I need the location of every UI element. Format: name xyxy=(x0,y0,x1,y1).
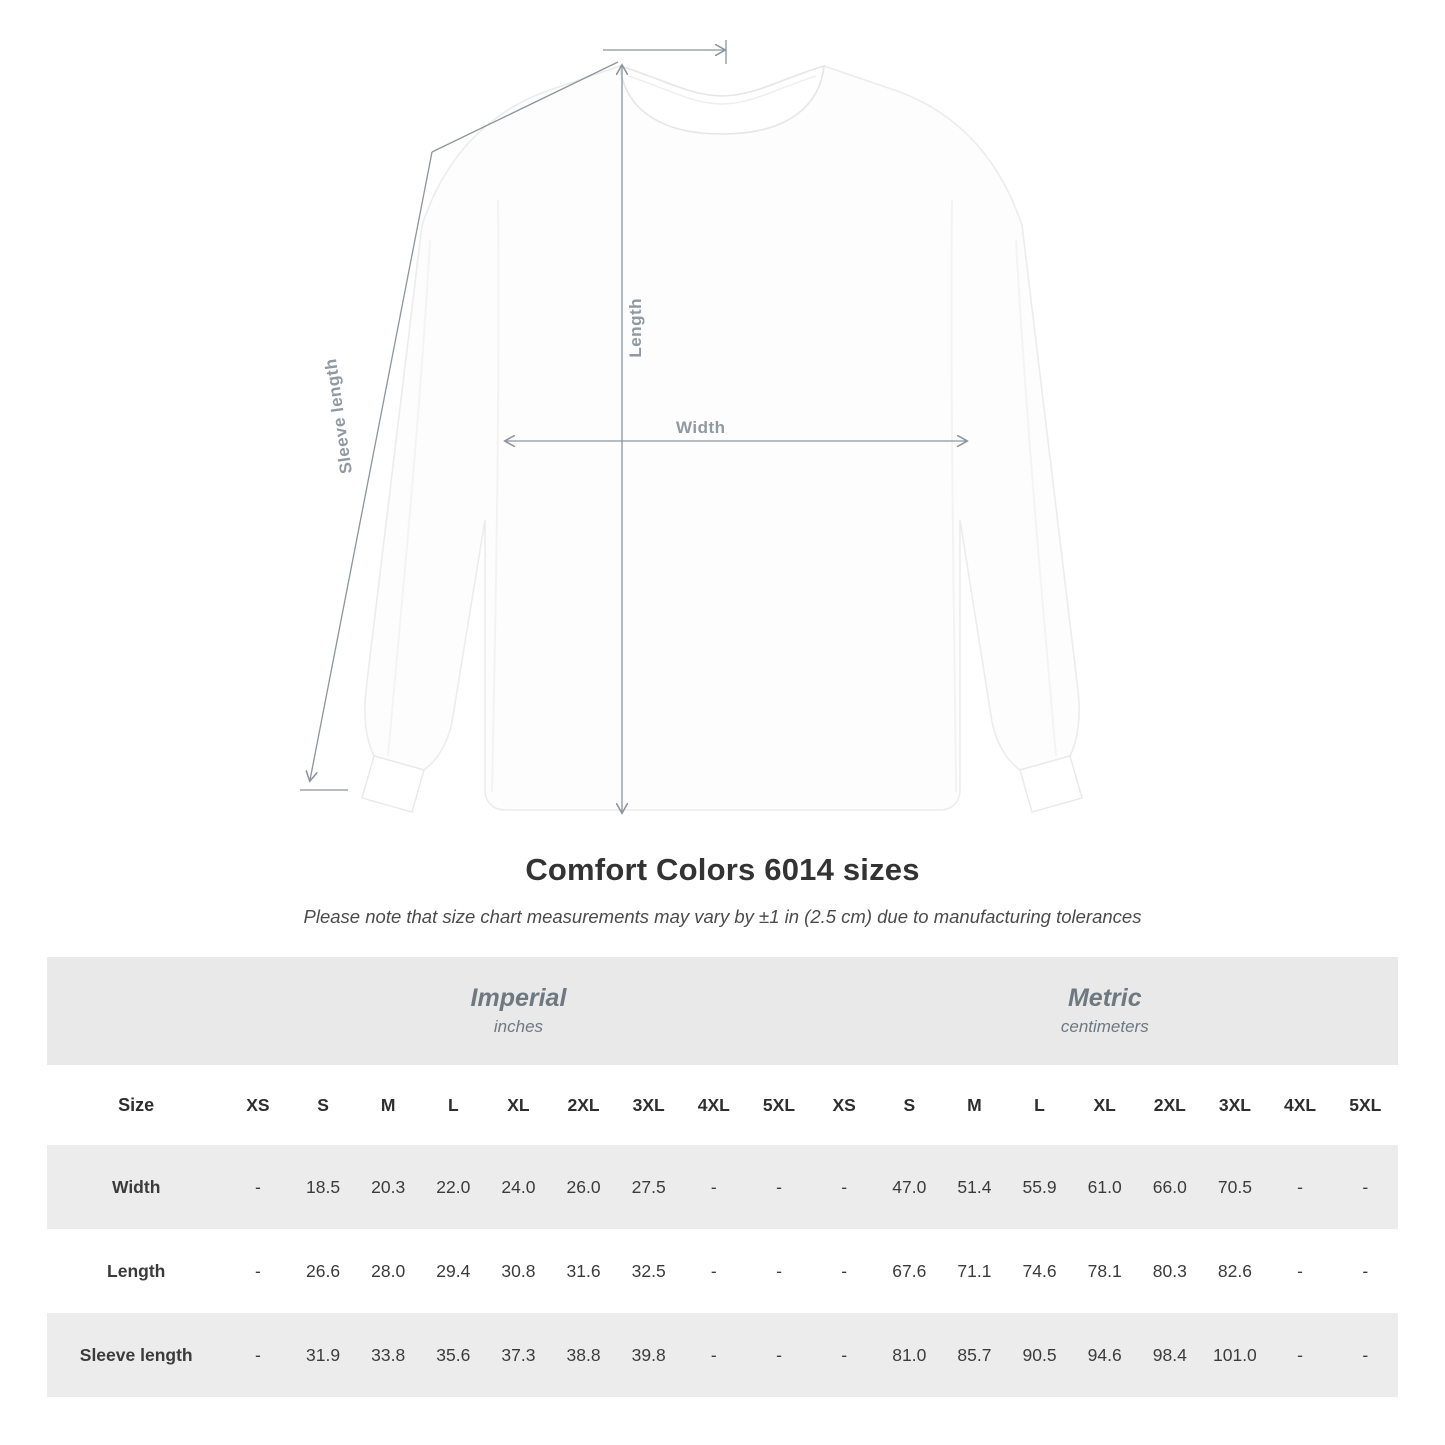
sleeve-length-label: Sleeve length xyxy=(321,357,356,475)
cell-width-metric-3xl: 70.5 xyxy=(1202,1145,1267,1229)
size-col-metric-l: L xyxy=(1007,1065,1072,1145)
cell-sleeve-metric-m: 85.7 xyxy=(942,1313,1007,1397)
cell-length-imperial-s: 26.6 xyxy=(290,1229,355,1313)
size-col-metric-xs: XS xyxy=(812,1065,877,1145)
size-col-imperial-4xl: 4XL xyxy=(681,1065,746,1145)
size-col-imperial-3xl: 3XL xyxy=(616,1065,681,1145)
page-title: Comfort Colors 6014 sizes xyxy=(525,852,920,887)
cell-width-imperial-m: 20.3 xyxy=(356,1145,421,1229)
size-col-metric-5xl: 5XL xyxy=(1333,1065,1398,1145)
cell-length-imperial-2xl: 31.6 xyxy=(551,1229,616,1313)
cell-sleeve-imperial-xs: - xyxy=(225,1313,290,1397)
size-col-imperial-xl: XL xyxy=(486,1065,551,1145)
cell-sleeve-metric-xl: 94.6 xyxy=(1072,1313,1137,1397)
cell-length-imperial-4xl: - xyxy=(681,1229,746,1313)
cell-width-imperial-2xl: 26.0 xyxy=(551,1145,616,1229)
cell-sleeve-metric-2xl: 98.4 xyxy=(1137,1313,1202,1397)
imperial-title: Imperial xyxy=(470,983,567,1012)
cell-width-metric-l: 55.9 xyxy=(1007,1145,1072,1229)
cell-length-metric-5xl: - xyxy=(1333,1229,1398,1313)
row-label-width: Width xyxy=(47,1145,225,1229)
size-col-metric-2xl: 2XL xyxy=(1137,1065,1202,1145)
cell-sleeve-imperial-s: 31.9 xyxy=(290,1313,355,1397)
cell-sleeve-metric-3xl: 101.0 xyxy=(1202,1313,1267,1397)
cell-sleeve-imperial-l: 35.6 xyxy=(421,1313,486,1397)
cell-width-metric-m: 51.4 xyxy=(942,1145,1007,1229)
cell-width-metric-s: 47.0 xyxy=(877,1145,942,1229)
size-table-wrapper xyxy=(47,957,1398,1397)
size-col-metric-xl: XL xyxy=(1072,1065,1137,1145)
row-label-sleeve-length: Sleeve length xyxy=(47,1313,225,1397)
size-col-imperial-5xl: 5XL xyxy=(746,1065,811,1145)
metric-unit: centimeters xyxy=(1060,1016,1149,1036)
cell-width-metric-4xl: - xyxy=(1267,1145,1332,1229)
size-col-imperial-2xl: 2XL xyxy=(551,1065,616,1145)
cell-length-imperial-3xl: 32.5 xyxy=(616,1229,681,1313)
cell-length-metric-xl: 78.1 xyxy=(1072,1229,1137,1313)
cell-width-imperial-xs: - xyxy=(225,1145,290,1229)
size-col-imperial-s: S xyxy=(290,1065,355,1145)
imperial-unit: inches xyxy=(493,1016,544,1036)
table-row xyxy=(47,1145,1398,1229)
cell-sleeve-metric-4xl: - xyxy=(1267,1313,1332,1397)
table-row xyxy=(47,1229,1398,1313)
row-label-length: Length xyxy=(47,1229,225,1313)
cell-width-imperial-3xl: 27.5 xyxy=(616,1145,681,1229)
size-col-imperial-m: M xyxy=(356,1065,421,1145)
size-header-row xyxy=(47,1065,1398,1145)
width-label: Width xyxy=(676,418,726,437)
cell-sleeve-imperial-m: 33.8 xyxy=(356,1313,421,1397)
size-col-metric-3xl: 3XL xyxy=(1202,1065,1267,1145)
cell-sleeve-metric-5xl: - xyxy=(1333,1313,1398,1397)
size-col-imperial-l: L xyxy=(421,1065,486,1145)
cell-width-imperial-4xl: - xyxy=(681,1145,746,1229)
cell-length-metric-3xl: 82.6 xyxy=(1202,1229,1267,1313)
cell-length-imperial-5xl: - xyxy=(746,1229,811,1313)
cell-length-imperial-xl: 30.8 xyxy=(486,1229,551,1313)
table-row xyxy=(47,1313,1398,1397)
cell-width-metric-xs: - xyxy=(812,1145,877,1229)
size-col-metric-m: M xyxy=(942,1065,1007,1145)
metric-title: Metric xyxy=(1067,983,1142,1012)
cell-sleeve-imperial-4xl: - xyxy=(681,1313,746,1397)
cell-sleeve-imperial-3xl: 39.8 xyxy=(616,1313,681,1397)
size-col-metric-s: S xyxy=(877,1065,942,1145)
cell-width-metric-5xl: - xyxy=(1333,1145,1398,1229)
cell-width-metric-xl: 61.0 xyxy=(1072,1145,1137,1229)
size-col-imperial-xs: XS xyxy=(225,1065,290,1145)
size-table xyxy=(47,957,1398,1397)
shirt-shape xyxy=(362,66,1082,812)
cell-sleeve-metric-s: 81.0 xyxy=(877,1313,942,1397)
cell-length-metric-4xl: - xyxy=(1267,1229,1332,1313)
cell-width-imperial-5xl: - xyxy=(746,1145,811,1229)
imperial-header xyxy=(225,957,811,1065)
length-label: Length xyxy=(626,298,645,358)
page-subtitle: Please note that size chart measurements may vary by ±1 in (2.5 cm) due to manufacturing tolerances xyxy=(303,906,1142,927)
size-header-label: Size xyxy=(47,1065,225,1145)
cell-sleeve-imperial-xl: 37.3 xyxy=(486,1313,551,1397)
cell-length-imperial-xs: - xyxy=(225,1229,290,1313)
cell-length-imperial-m: 28.0 xyxy=(356,1229,421,1313)
unit-header-spacer xyxy=(47,957,225,1065)
cell-length-metric-s: 67.6 xyxy=(877,1229,942,1313)
size-col-metric-4xl: 4XL xyxy=(1267,1065,1332,1145)
cell-width-imperial-xl: 24.0 xyxy=(486,1145,551,1229)
cell-width-metric-2xl: 66.0 xyxy=(1137,1145,1202,1229)
unit-header-row xyxy=(47,957,1398,1065)
cell-width-imperial-s: 18.5 xyxy=(290,1145,355,1229)
cell-sleeve-imperial-2xl: 38.8 xyxy=(551,1313,616,1397)
cell-width-imperial-l: 22.0 xyxy=(421,1145,486,1229)
cell-length-metric-2xl: 80.3 xyxy=(1137,1229,1202,1313)
cell-length-metric-xs: - xyxy=(812,1229,877,1313)
cell-length-metric-l: 74.6 xyxy=(1007,1229,1072,1313)
cell-sleeve-metric-l: 90.5 xyxy=(1007,1313,1072,1397)
cell-length-imperial-l: 29.4 xyxy=(421,1229,486,1313)
cell-length-metric-m: 71.1 xyxy=(942,1229,1007,1313)
cell-sleeve-imperial-5xl: - xyxy=(746,1313,811,1397)
cell-sleeve-metric-xs: - xyxy=(812,1313,877,1397)
metric-header xyxy=(812,957,1398,1065)
